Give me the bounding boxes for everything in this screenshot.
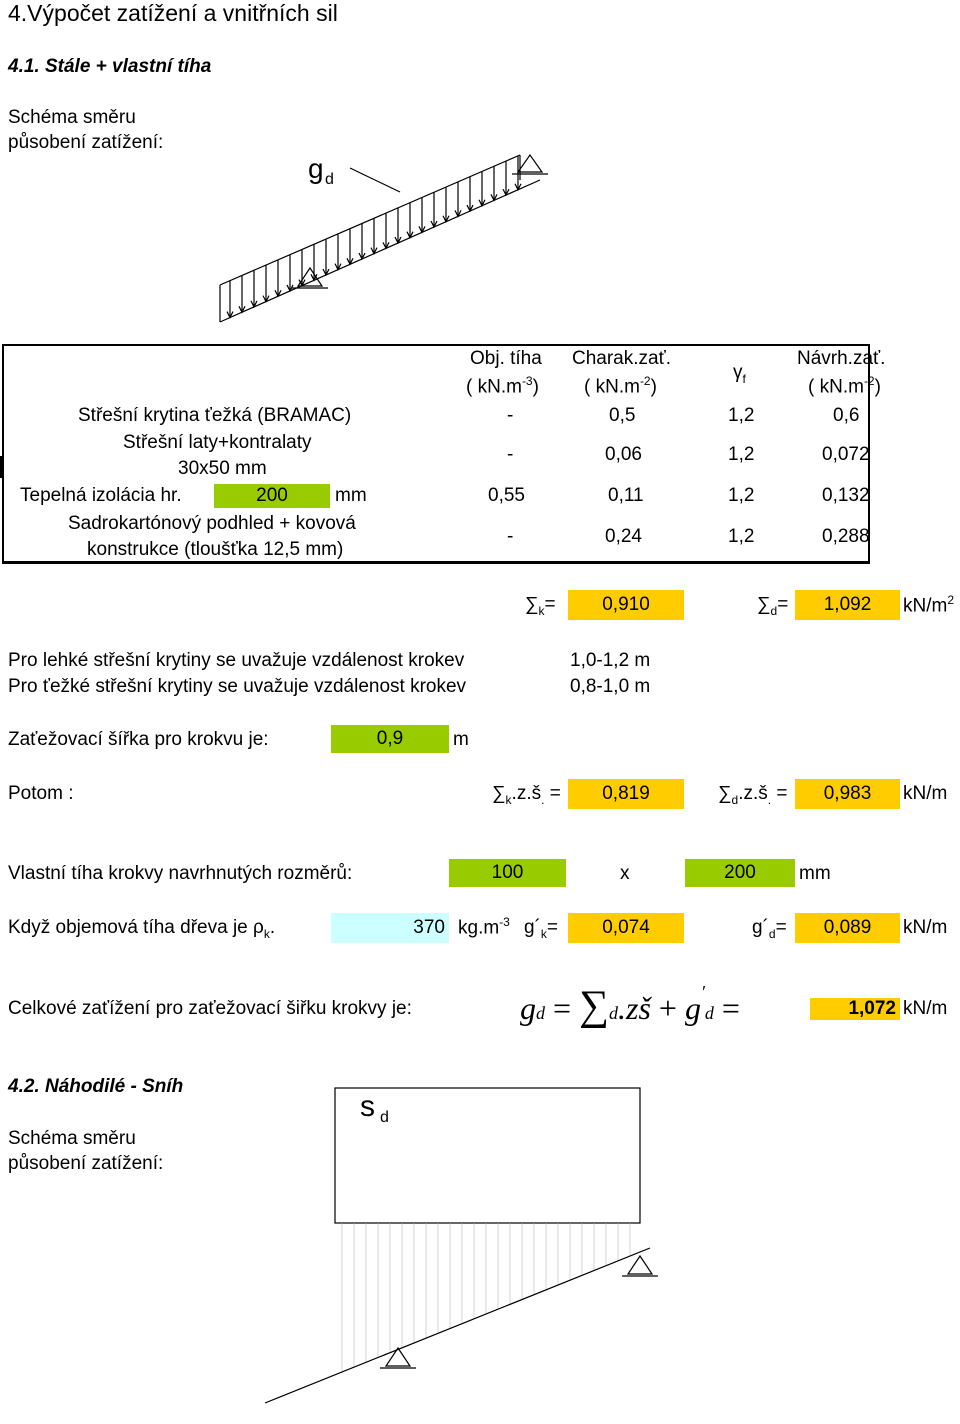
row3-navrh: 0,132 [822,485,870,506]
header-obj-line1: Obj. tíha [470,348,542,369]
leader-line [350,168,400,192]
density-unit: $kg.m^{-3}$ [458,915,510,939]
total-formula: gd = ∑d.zš + g′d = [520,982,740,1029]
times-sign: x [620,863,630,884]
row1-gamma: 1,2 [728,405,755,426]
own-weight-label: Vlastní tíha krokvy navrhnutých rozměrů: [8,863,353,884]
potom-k-value: 0,819 [568,779,684,809]
sum-unit: $kN/m^2$ [903,593,955,617]
note-heavy: Pro ťežké střešní krytiny se uvažuje vzdálenost krokev [8,676,467,697]
gk-label: $g´_k=$ [524,917,559,941]
potom-k-label: $\sum_k.z.š_.$ = [492,783,561,807]
width-b-input[interactable]: 100 [449,859,566,887]
note-heavy-value: 0,8-1,0 m [570,676,651,697]
gd-value: 0,089 [795,913,900,943]
density-result-unit: kN/m [903,917,948,938]
total-unit: kN/m [903,998,948,1019]
gd-label: $g´_d=$ [752,917,787,941]
row2-obj: - [507,444,514,465]
width-input[interactable]: 0,9 [331,725,449,753]
row1-name: Střešní krytina ťežká (BRAMAC) [78,405,352,426]
density-label: Když objemová tíha dřeva je $\rho_k$. [8,917,276,941]
thickness-input[interactable]: 200 [214,484,330,508]
potom-d-value: 0,983 [795,779,900,809]
sum-d-value: 1,092 [795,590,900,620]
row-marker [0,456,3,478]
load-diagram-2 [190,1078,660,1418]
schema-label-line2: působení zatížení: [8,132,164,153]
header-navrh-line2: ( $kN.m^{-2}$) [808,374,881,398]
sum-k-value: 0,910 [568,590,684,620]
snow-support-top [628,1256,652,1274]
support-top [518,155,542,172]
load-symbol-sub: d [325,171,334,188]
load-arrows [220,155,540,322]
row3-obj: 0,55 [488,485,525,506]
potom-unit: kN/m [903,783,948,804]
gk-value: 0,074 [568,913,684,943]
row2-navrh: 0,072 [822,444,870,465]
row4-obj: - [507,526,514,547]
row2-name-line2: 30x50 mm [178,458,267,479]
section-title-1: 4.1. Stále + vlastní tíha [8,56,212,77]
row2-charak: 0,06 [605,444,642,465]
row2-name-line1: Střešní laty+kontralaty [123,432,312,453]
header-gamma: $\gamma_f$ [733,362,746,386]
header-charak-line2: ( $kN.m^{-2}$) [584,374,657,398]
schema2-label-line2: působení zatížení: [8,1153,164,1174]
note-light: Pro lehké střešní krytiny se uvažuje vzdálenost krokev [8,650,465,671]
row3-charak: 0,11 [608,485,644,506]
schema2-label-line1: Schéma směru [8,1128,136,1149]
page-heading: 4.Výpočet zatížení a vnitřních sil [8,0,338,26]
inclined-beam [265,1248,650,1403]
row4-navrh: 0,288 [822,526,870,547]
note-light-value: 1,0-1,2 m [570,650,651,671]
row3-unit: mm [335,485,367,506]
row4-name-line2: konstrukce (tloušťka 12,5 mm) [87,539,344,560]
header-charak-line1: Charak.zať. [572,348,671,369]
row1-charak: 0,5 [609,405,636,426]
own-weight-unit: mm [799,863,831,884]
load-symbol: g [308,153,324,184]
total-label: Celkové zaťížení pro zaťežovací šiřku krokvy je: [8,998,412,1019]
width-label: Zaťežovací šířka pro krokvu je: [8,729,269,750]
height-h-input[interactable]: 200 [685,859,795,887]
row1-navrh: 0,6 [833,405,860,426]
potom-label: Potom : [8,783,74,804]
row4-gamma: 1,2 [728,526,755,547]
row3-gamma: 1,2 [728,485,755,506]
sum-d-label: $\sum_d=$ [757,594,789,618]
density-input[interactable]: 370 [331,913,449,943]
header-navrh-line1: Návrh.zať. [797,348,886,369]
snow-load-symbol-sub: d [380,1109,389,1126]
row3-name: Tepelná izolácia hr. [20,485,182,506]
header-obj-line2: ( $kN.m^{-3}$) [466,374,539,398]
width-unit: m [453,729,469,750]
schema-label-line1: Schéma směru [8,107,136,128]
row1-obj: - [507,405,514,426]
load-diagram-1 [200,140,560,330]
snow-support-bottom [386,1348,410,1366]
sum-k-label: $\sum_k=$ [525,594,556,618]
total-value: 1,072 [810,998,900,1020]
snow-load-symbol: s [360,1090,375,1123]
row2-gamma: 1,2 [728,444,755,465]
row4-charak: 0,24 [605,526,642,547]
row4-name-line1: Sadrokartónový podhled + kovová [68,513,356,534]
potom-d-label: $\sum_d.z.š_.$ = [718,783,788,807]
section-title-2: 4.2. Náhodilé - Sníh [8,1076,184,1097]
